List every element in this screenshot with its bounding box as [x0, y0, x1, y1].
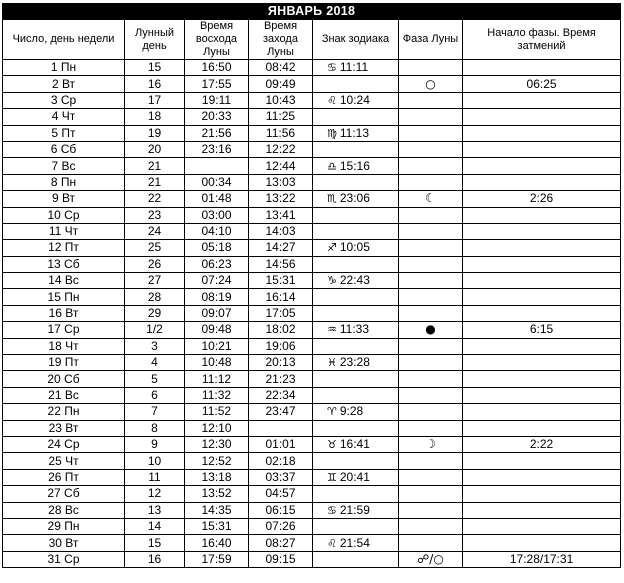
- cell-zodiac: [313, 502, 399, 518]
- cell-moonset: 14:27: [249, 240, 313, 256]
- moon-phase-icon: ☾: [425, 191, 436, 206]
- cell-phase: [399, 502, 463, 518]
- zodiac-sign-icon: ♈: [327, 405, 337, 419]
- cell-moonset: 13:41: [249, 207, 313, 223]
- cell-phase: [399, 191, 463, 207]
- cell-lunar-day: 16: [125, 551, 185, 567]
- cell-phase-time: 6:15: [463, 322, 621, 338]
- cell-zodiac: [313, 371, 399, 387]
- cell-phase: [399, 469, 463, 485]
- table-row: [3, 174, 621, 190]
- cell-phase: [399, 289, 463, 305]
- cell-lunar-day: 23: [125, 207, 185, 223]
- cell-phase-time: [463, 207, 621, 223]
- cell-moonset: 09:15: [249, 551, 313, 567]
- zodiac-sign-icon: ♉: [327, 438, 337, 452]
- header-moonset: Время захода Луны: [249, 20, 313, 60]
- zodiac-time: 11:13: [339, 125, 370, 140]
- lunar-calendar-table: [2, 3, 621, 568]
- cell-moonset: 12:44: [249, 158, 313, 174]
- zodiac-sign-icon: ♍: [327, 126, 337, 140]
- zodiac-time: 23:28: [339, 355, 370, 370]
- cell-phase-time: 2:22: [463, 436, 621, 452]
- zodiac-sign-icon: ♓: [327, 356, 337, 370]
- cell-zodiac: [313, 355, 399, 371]
- table-row: [3, 256, 621, 272]
- table-row: [3, 387, 621, 403]
- cell-zodiac: [313, 436, 399, 452]
- cell-phase: [399, 256, 463, 272]
- cell-phase-time: [463, 338, 621, 354]
- cell-phase: [399, 404, 463, 420]
- cell-moonset: 16:14: [249, 289, 313, 305]
- cell-phase-time: [463, 453, 621, 469]
- cell-phase-time: [463, 125, 621, 141]
- table-row: [3, 404, 621, 420]
- table-row: [3, 502, 621, 518]
- cell-zodiac: [313, 387, 399, 403]
- cell-lunar-day: 21: [125, 174, 185, 190]
- cell-date: 13 Сб: [3, 256, 125, 272]
- cell-date: 15 Пн: [3, 289, 125, 305]
- cell-zodiac: [313, 60, 399, 76]
- cell-date: 14 Вс: [3, 273, 125, 289]
- cell-moonrise: 17:59: [185, 551, 249, 567]
- cell-zodiac: [313, 141, 399, 157]
- cell-phase: [399, 141, 463, 157]
- header-phase-time: Начало фазы. Время затмений: [463, 20, 621, 60]
- cell-moonrise: 12:52: [185, 453, 249, 469]
- table-row: [3, 338, 621, 354]
- cell-date: 22 Пн: [3, 404, 125, 420]
- cell-lunar-day: 27: [125, 273, 185, 289]
- header-date: Число, день недели: [3, 20, 125, 60]
- cell-moonrise: 14:35: [185, 502, 249, 518]
- cell-lunar-day: 16: [125, 76, 185, 92]
- cell-phase-time: [463, 420, 621, 436]
- header-row: [3, 20, 621, 60]
- calendar-container: [2, 3, 620, 568]
- cell-moonset: 12:22: [249, 141, 313, 157]
- zodiac-time: 23:06: [339, 191, 370, 206]
- cell-phase-time: [463, 141, 621, 157]
- cell-moonset: 13:22: [249, 191, 313, 207]
- cell-moonset: 04:57: [249, 486, 313, 502]
- cell-zodiac: [313, 518, 399, 534]
- cell-moonrise: 13:18: [185, 469, 249, 485]
- table-title: ЯНВАРЬ 2018: [3, 4, 621, 20]
- cell-date: 6 Сб: [3, 141, 125, 157]
- cell-phase: [399, 371, 463, 387]
- table-row: [3, 76, 621, 92]
- cell-moonrise: 03:00: [185, 207, 249, 223]
- cell-date: 20 Сб: [3, 371, 125, 387]
- cell-lunar-day: 17: [125, 92, 185, 108]
- cell-zodiac: [313, 453, 399, 469]
- zodiac-sign-icon: ♑: [327, 274, 337, 288]
- cell-lunar-day: 8: [125, 420, 185, 436]
- cell-date: 25 Чт: [3, 453, 125, 469]
- cell-phase-time: [463, 355, 621, 371]
- cell-zodiac: [313, 273, 399, 289]
- table-row: [3, 355, 621, 371]
- cell-phase-time: [463, 486, 621, 502]
- moon-phase-icon: ☍/○: [417, 551, 444, 566]
- cell-phase: [399, 60, 463, 76]
- cell-zodiac: [313, 486, 399, 502]
- cell-lunar-day: 20: [125, 141, 185, 157]
- cell-moonrise: 15:31: [185, 518, 249, 534]
- cell-moonset: 14:03: [249, 223, 313, 239]
- cell-moonrise: 05:18: [185, 240, 249, 256]
- cell-phase: [399, 92, 463, 108]
- cell-moonset: 09:49: [249, 76, 313, 92]
- cell-lunar-day: 24: [125, 223, 185, 239]
- table-row: [3, 273, 621, 289]
- cell-moonrise: 07:24: [185, 273, 249, 289]
- cell-phase: [399, 436, 463, 452]
- cell-date: 7 Вс: [3, 158, 125, 174]
- cell-date: 5 Пт: [3, 125, 125, 141]
- cell-moonset: 10:43: [249, 92, 313, 108]
- cell-lunar-day: 7: [125, 404, 185, 420]
- cell-phase-time: [463, 109, 621, 125]
- cell-phase: [399, 322, 463, 338]
- cell-zodiac: [313, 256, 399, 272]
- cell-phase-time: [463, 158, 621, 174]
- table-row: [3, 486, 621, 502]
- cell-phase-time: 17:28/17:31: [463, 551, 621, 567]
- cell-moonrise: 13:52: [185, 486, 249, 502]
- table-row: [3, 109, 621, 125]
- table-row: [3, 551, 621, 567]
- moon-phase-icon: ●: [425, 322, 436, 337]
- cell-lunar-day: 9: [125, 436, 185, 452]
- cell-zodiac: [313, 551, 399, 567]
- cell-phase-time: [463, 518, 621, 534]
- cell-date: 4 Чт: [3, 109, 125, 125]
- cell-phase: [399, 207, 463, 223]
- cell-moonrise: 09:48: [185, 322, 249, 338]
- cell-lunar-day: 10: [125, 453, 185, 469]
- cell-moonset: 15:31: [249, 273, 313, 289]
- cell-date: 3 Ср: [3, 92, 125, 108]
- zodiac-sign-icon: ♋: [327, 503, 337, 517]
- table-body: [3, 60, 621, 568]
- cell-zodiac: [313, 207, 399, 223]
- zodiac-time: 21:54: [339, 535, 370, 550]
- cell-lunar-day: 28: [125, 289, 185, 305]
- cell-moonrise: 11:32: [185, 387, 249, 403]
- table-row: [3, 535, 621, 551]
- cell-lunar-day: 3: [125, 338, 185, 354]
- cell-moonrise: 19:11: [185, 92, 249, 108]
- cell-zodiac: [313, 338, 399, 354]
- cell-moonrise: 16:40: [185, 535, 249, 551]
- cell-lunar-day: 15: [125, 535, 185, 551]
- header-zodiac: Знак зодиака: [313, 20, 399, 60]
- cell-phase-time: [463, 223, 621, 239]
- cell-phase: [399, 158, 463, 174]
- zodiac-sign-icon: ♎: [327, 159, 337, 173]
- cell-lunar-day: 14: [125, 518, 185, 534]
- table-row: [3, 436, 621, 452]
- cell-phase-time: [463, 256, 621, 272]
- cell-phase: [399, 338, 463, 354]
- cell-date: 12 Пт: [3, 240, 125, 256]
- table-row: [3, 518, 621, 534]
- cell-moonset: 18:02: [249, 322, 313, 338]
- cell-zodiac: [313, 469, 399, 485]
- table-row: [3, 322, 621, 338]
- cell-moonrise: 01:48: [185, 191, 249, 207]
- cell-moonset: 11:56: [249, 125, 313, 141]
- cell-phase-time: [463, 387, 621, 403]
- cell-lunar-day: 5: [125, 371, 185, 387]
- header-phase: Фаза Луны: [399, 20, 463, 60]
- cell-moonrise: 12:30: [185, 436, 249, 452]
- cell-lunar-day: 18: [125, 109, 185, 125]
- zodiac-sign-icon: ♏: [327, 192, 337, 206]
- zodiac-time: 21:59: [339, 502, 370, 517]
- table-row: [3, 240, 621, 256]
- cell-moonrise: 21:56: [185, 125, 249, 141]
- table-row: [3, 207, 621, 223]
- cell-phase-time: [463, 92, 621, 108]
- cell-moonrise: 17:55: [185, 76, 249, 92]
- cell-lunar-day: 11: [125, 469, 185, 485]
- cell-moonrise: 20:33: [185, 109, 249, 125]
- zodiac-time: 16:41: [339, 437, 370, 452]
- cell-date: 27 Сб: [3, 486, 125, 502]
- cell-date: 11 Чт: [3, 223, 125, 239]
- cell-phase: [399, 486, 463, 502]
- cell-zodiac: [313, 420, 399, 436]
- table-row: [3, 469, 621, 485]
- zodiac-sign-icon: ♒: [327, 323, 337, 337]
- cell-phase: [399, 223, 463, 239]
- cell-moonrise: 12:10: [185, 420, 249, 436]
- cell-date: 8 Пн: [3, 174, 125, 190]
- cell-zodiac: [313, 109, 399, 125]
- cell-lunar-day: 1/2: [125, 322, 185, 338]
- cell-phase: [399, 453, 463, 469]
- cell-phase: [399, 420, 463, 436]
- zodiac-sign-icon: ♌: [327, 536, 337, 550]
- cell-moonset: 20:13: [249, 355, 313, 371]
- cell-moonset: 14:56: [249, 256, 313, 272]
- cell-phase-time: [463, 404, 621, 420]
- table-row: [3, 191, 621, 207]
- cell-zodiac: [313, 404, 399, 420]
- cell-zodiac: [313, 174, 399, 190]
- table-row: [3, 158, 621, 174]
- moon-phase-icon: ○: [425, 76, 436, 91]
- zodiac-time: 10:24: [339, 92, 370, 107]
- cell-lunar-day: 19: [125, 125, 185, 141]
- cell-phase: [399, 355, 463, 371]
- cell-zodiac: [313, 240, 399, 256]
- cell-moonset: 22:34: [249, 387, 313, 403]
- cell-moonrise: 16:50: [185, 60, 249, 76]
- cell-phase: [399, 125, 463, 141]
- cell-phase: [399, 518, 463, 534]
- cell-phase-time: [463, 174, 621, 190]
- cell-lunar-day: 25: [125, 240, 185, 256]
- cell-phase-time: [463, 289, 621, 305]
- table-row: [3, 125, 621, 141]
- cell-moonset: 07:26: [249, 518, 313, 534]
- cell-lunar-day: 6: [125, 387, 185, 403]
- cell-moonset: 03:37: [249, 469, 313, 485]
- table-row: [3, 141, 621, 157]
- cell-zodiac: [313, 76, 399, 92]
- cell-date: 17 Ср: [3, 322, 125, 338]
- cell-phase: [399, 174, 463, 190]
- cell-date: 19 Пт: [3, 355, 125, 371]
- cell-date: 31 Ср: [3, 551, 125, 567]
- cell-phase: [399, 551, 463, 567]
- cell-zodiac: [313, 305, 399, 321]
- cell-phase-time: [463, 371, 621, 387]
- cell-moonset: 19:06: [249, 338, 313, 354]
- cell-phase-time: [463, 305, 621, 321]
- cell-phase-time: [463, 273, 621, 289]
- cell-moonset: 08:42: [249, 60, 313, 76]
- moon-phase-icon: ☽: [425, 437, 436, 452]
- table-row: [3, 453, 621, 469]
- cell-moonset: 17:05: [249, 305, 313, 321]
- zodiac-time: 20:41: [339, 469, 370, 484]
- cell-lunar-day: 15: [125, 60, 185, 76]
- cell-date: 24 Ср: [3, 436, 125, 452]
- header-moonrise: Время восхода Луны: [185, 20, 249, 60]
- header-lunar-day: Лунный день: [125, 20, 185, 60]
- cell-date: 16 Вт: [3, 305, 125, 321]
- cell-phase-time: [463, 240, 621, 256]
- cell-lunar-day: 13: [125, 502, 185, 518]
- cell-moonset: 08:27: [249, 535, 313, 551]
- cell-moonrise: 06:23: [185, 256, 249, 272]
- zodiac-time: 11:11: [339, 60, 369, 75]
- cell-zodiac: [313, 158, 399, 174]
- cell-moonrise: [185, 158, 249, 174]
- cell-date: 18 Чт: [3, 338, 125, 354]
- cell-moonrise: 00:34: [185, 174, 249, 190]
- cell-zodiac: [313, 125, 399, 141]
- table-row: [3, 92, 621, 108]
- zodiac-sign-icon: ♋: [327, 61, 337, 75]
- cell-lunar-day: 26: [125, 256, 185, 272]
- cell-phase: [399, 535, 463, 551]
- cell-phase: [399, 76, 463, 92]
- table-row: [3, 420, 621, 436]
- cell-moonset: 23:47: [249, 404, 313, 420]
- zodiac-sign-icon: ♌: [327, 93, 337, 107]
- cell-date: 23 Вт: [3, 420, 125, 436]
- table-row: [3, 305, 621, 321]
- zodiac-time: 22:43: [339, 273, 370, 288]
- cell-zodiac: [313, 92, 399, 108]
- zodiac-time: 9:28: [339, 404, 364, 419]
- cell-lunar-day: 21: [125, 158, 185, 174]
- cell-phase: [399, 240, 463, 256]
- cell-moonrise: 11:52: [185, 404, 249, 420]
- table-row: [3, 60, 621, 76]
- zodiac-sign-icon: ♐: [327, 241, 337, 255]
- cell-date: 28 Вс: [3, 502, 125, 518]
- cell-lunar-day: 29: [125, 305, 185, 321]
- cell-zodiac: [313, 191, 399, 207]
- cell-moonset: 11:25: [249, 109, 313, 125]
- cell-date: 29 Пн: [3, 518, 125, 534]
- cell-zodiac: [313, 289, 399, 305]
- table-row: [3, 289, 621, 305]
- cell-date: 30 Вт: [3, 535, 125, 551]
- cell-phase: [399, 305, 463, 321]
- cell-date: 26 Пт: [3, 469, 125, 485]
- cell-phase-time: 06:25: [463, 76, 621, 92]
- cell-moonrise: 10:48: [185, 355, 249, 371]
- cell-moonset: 02:18: [249, 453, 313, 469]
- cell-moonset: 13:03: [249, 174, 313, 190]
- cell-phase: [399, 387, 463, 403]
- cell-moonrise: 23:16: [185, 141, 249, 157]
- cell-phase: [399, 273, 463, 289]
- cell-moonrise: 09:07: [185, 305, 249, 321]
- cell-moonrise: 08:19: [185, 289, 249, 305]
- cell-date: 10 Ср: [3, 207, 125, 223]
- cell-moonrise: 04:10: [185, 223, 249, 239]
- cell-lunar-day: 12: [125, 486, 185, 502]
- cell-zodiac: [313, 535, 399, 551]
- cell-moonrise: 10:21: [185, 338, 249, 354]
- cell-phase-time: 2:26: [463, 191, 621, 207]
- cell-moonset: 01:01: [249, 436, 313, 452]
- cell-phase: [399, 109, 463, 125]
- cell-lunar-day: 4: [125, 355, 185, 371]
- cell-phase-time: [463, 502, 621, 518]
- cell-moonset: 06:15: [249, 502, 313, 518]
- cell-phase-time: [463, 535, 621, 551]
- cell-date: 1 Пн: [3, 60, 125, 76]
- zodiac-time: 10:05: [339, 240, 370, 255]
- cell-phase-time: [463, 469, 621, 485]
- zodiac-sign-icon: ♊: [327, 470, 337, 484]
- cell-moonset: [249, 420, 313, 436]
- cell-zodiac: [313, 322, 399, 338]
- table-row: [3, 223, 621, 239]
- zodiac-time: 15:16: [339, 158, 370, 173]
- zodiac-time: 11:33: [339, 322, 370, 337]
- cell-moonrise: 11:12: [185, 371, 249, 387]
- cell-moonset: 21:23: [249, 371, 313, 387]
- cell-date: 9 Вт: [3, 191, 125, 207]
- cell-zodiac: [313, 223, 399, 239]
- cell-phase-time: [463, 60, 621, 76]
- table-row: [3, 371, 621, 387]
- cell-date: 2 Вт: [3, 76, 125, 92]
- cell-date: 21 Вс: [3, 387, 125, 403]
- cell-lunar-day: 22: [125, 191, 185, 207]
